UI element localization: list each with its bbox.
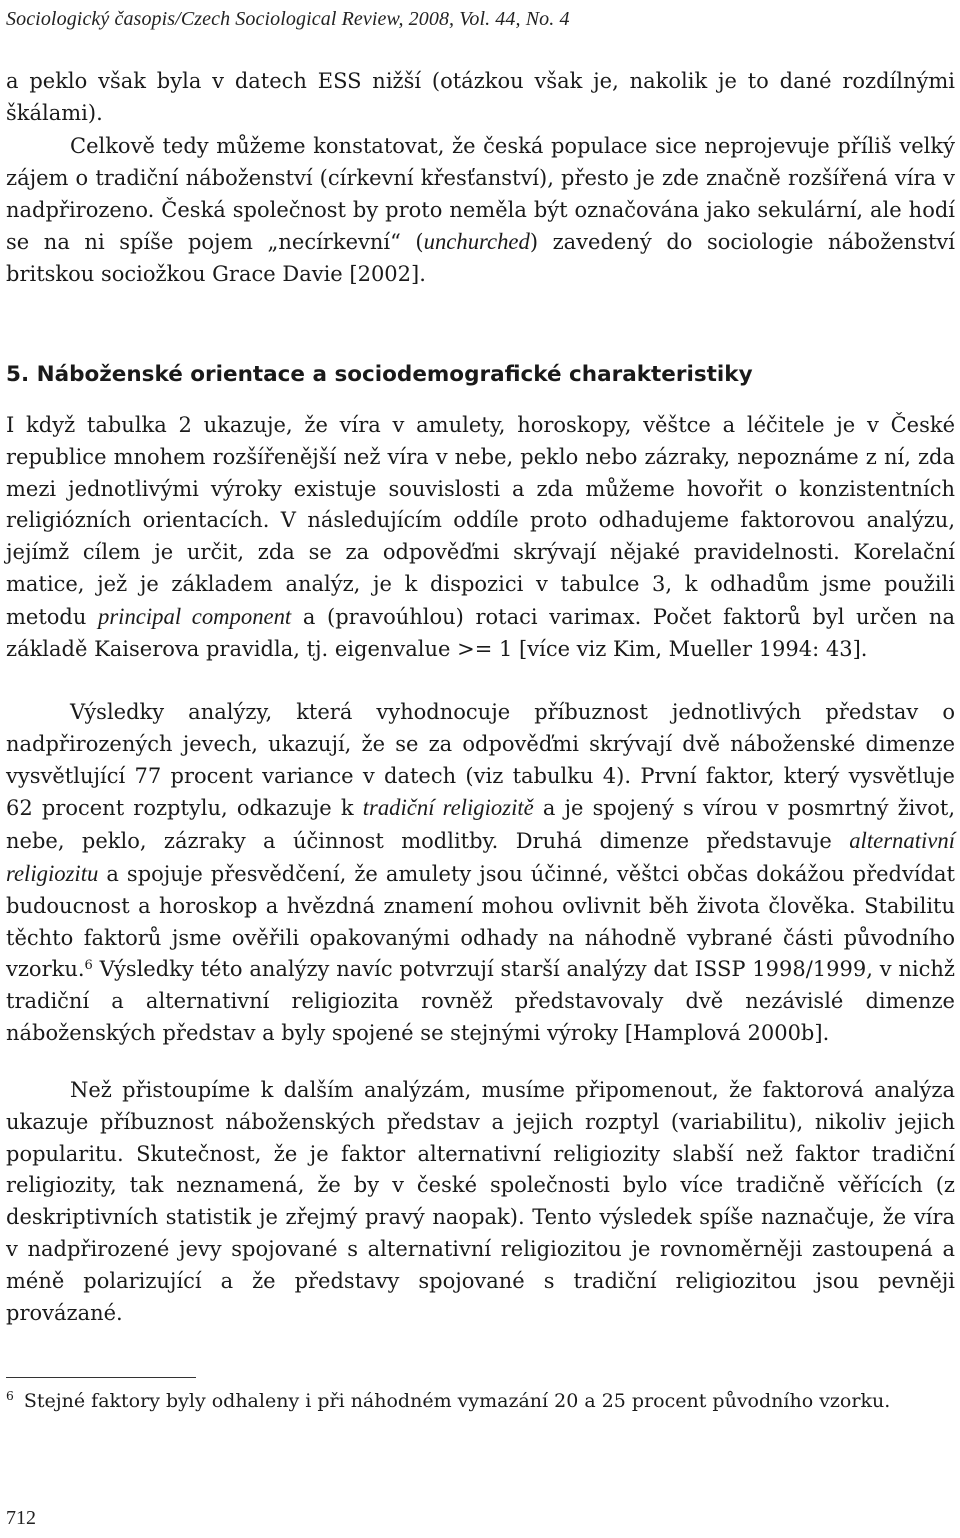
footnote-text: Stejné faktory byly odhaleny i při náhodném vymazání 20 a 25 procent původního vzorku. — [23, 1390, 891, 1412]
results-text-4: Výsledky této analýzy navíc potvrzují starší analýzy dat ISSP 1998/1999, v nichž tradiční a alternativní religiozita rovněž představovaly dvě nezávislé dimenze náboženských představ a byly spojené se stejnými výroky [Hamplová 2000b]. — [6, 957, 955, 1045]
intro-text-2: a (pravoúhlou) rotaci varimax. Počet faktorů byl určen na základě Kaiserova pravidla, tj. eigenvalue >= 1 [více viz Kim, Mueller 1994: 43]. — [6, 604, 955, 661]
term-alternative-religiosity: alternativní religiozitu — [6, 828, 955, 886]
term-traditional-religiosity: tradiční religiozitě — [362, 795, 534, 821]
footnote — [6, 1386, 955, 1416]
term-unchurched: unchurched — [423, 229, 530, 255]
results-text-2: a je spojený s vírou v posmrtný život, nebe, peklo, zázraky a účinnost modlitby. Druhá dimenze představuje — [6, 796, 955, 854]
footnote-divider — [6, 1377, 196, 1378]
term-principal-component: principal component — [98, 603, 292, 629]
paragraph-caveat: Než přistoupíme k dalším analýzám, musíme připomenout, že faktorová analýza ukazuje příbuznost náboženských představ a jejich rozptyl (variabilitu), nikoliv jejich popularitu. Skutečnost, že je faktor alternativní religiozity slabší než faktor tradiční religiozity, tak neznamená, že by v české společnosti bylo více tradičně věřících (z deskriptivních statistik je zřejmý pravý naopak). Tento výsledek spíše naznačuje, že víra v nadpřirozené jevy spojované s alternativní religiozitou je rovnoměrněji zastoupená a méně polarizující a že představy spojované s tradiční religiozitou jsou pevněji provázané. — [6, 1078, 955, 1325]
conclusion-text-2: ) zavedený do sociologie náboženství britskou sociožkou Grace Davie [2002]. — [6, 230, 956, 287]
paragraph-carryover: a peklo však byla v datech ESS nižší (otázkou však je, nakolik je to dané rozdílnými škálami). — [6, 69, 955, 125]
intro-text-1: I když tabulka 2 ukazuje, že víra v amulety, horoskopy, věštce a léčitele je v České republice mnohem rozšířenější než víra v nebe, peklo nebo zázraky, nepoznáme z ní, zda mezi jednotlivými výroky existuje souvislosti a zda můžeme hovořit o konzistentních religiózních orientacích. V následujícím oddíle proto odhadujeme faktorovou analýzu, jejímž cílem je určit, zda se za odpověďmi skrývají nějaké pravidelnosti. Korelační matice, jež je základem analýz, je k dispozici v tabulce 3, k odhadům jsme použili metodu — [6, 413, 955, 629]
paragraph-conclusion — [6, 131, 955, 291]
section-heading: 5. Náboženské orientace a sociodemografické charakteristiky — [6, 362, 753, 387]
footnote-number: 6 — [6, 1388, 14, 1403]
footnote-reference[interactable]: 6 — [84, 958, 93, 974]
paragraph-results — [6, 697, 955, 1050]
page-number: 712 — [6, 1507, 36, 1529]
results-text-3: a spojuje přesvědčení, že amulety jsou účinné, věštci občas dokážou předvídat budoucnost a horoskop a hvězdná znamení mohou ovlivnit běh života člověka. Stabilitu těchto faktorů jsme ověřili opakovanými odhady na náhodně vybrané části původního vzorku. — [6, 861, 955, 982]
paragraph-intro — [6, 410, 955, 665]
results-text-1: Výsledky analýzy, která vyhodnocuje příbuznost jednotlivých představ o nadpřirozených jevech, ukazují, že se za odpověďmi skrývají dvě náboženské dimenze vysvětlující 77 procent variance v datech (viz tabulku 4). První faktor, který vysvětluje 62 procent rozptylu, odkazuje k — [6, 700, 955, 821]
conclusion-text-1: Celkově tedy můžeme konstatovat, že česká populace sice neprojevuje příliš velký zájem o tradiční náboženství (církevní křesťanství), přesto je zde značně rozšířená víra v nadpřirozeno. Česká společnost by proto neměla být označována jako sekulární, ale hodí se na ni spíše pojem „necírkevní“ ( — [6, 134, 955, 255]
running-header: Sociologický časopis/Czech Sociological Review, 2008, Vol. 44, No. 4 — [6, 8, 570, 30]
